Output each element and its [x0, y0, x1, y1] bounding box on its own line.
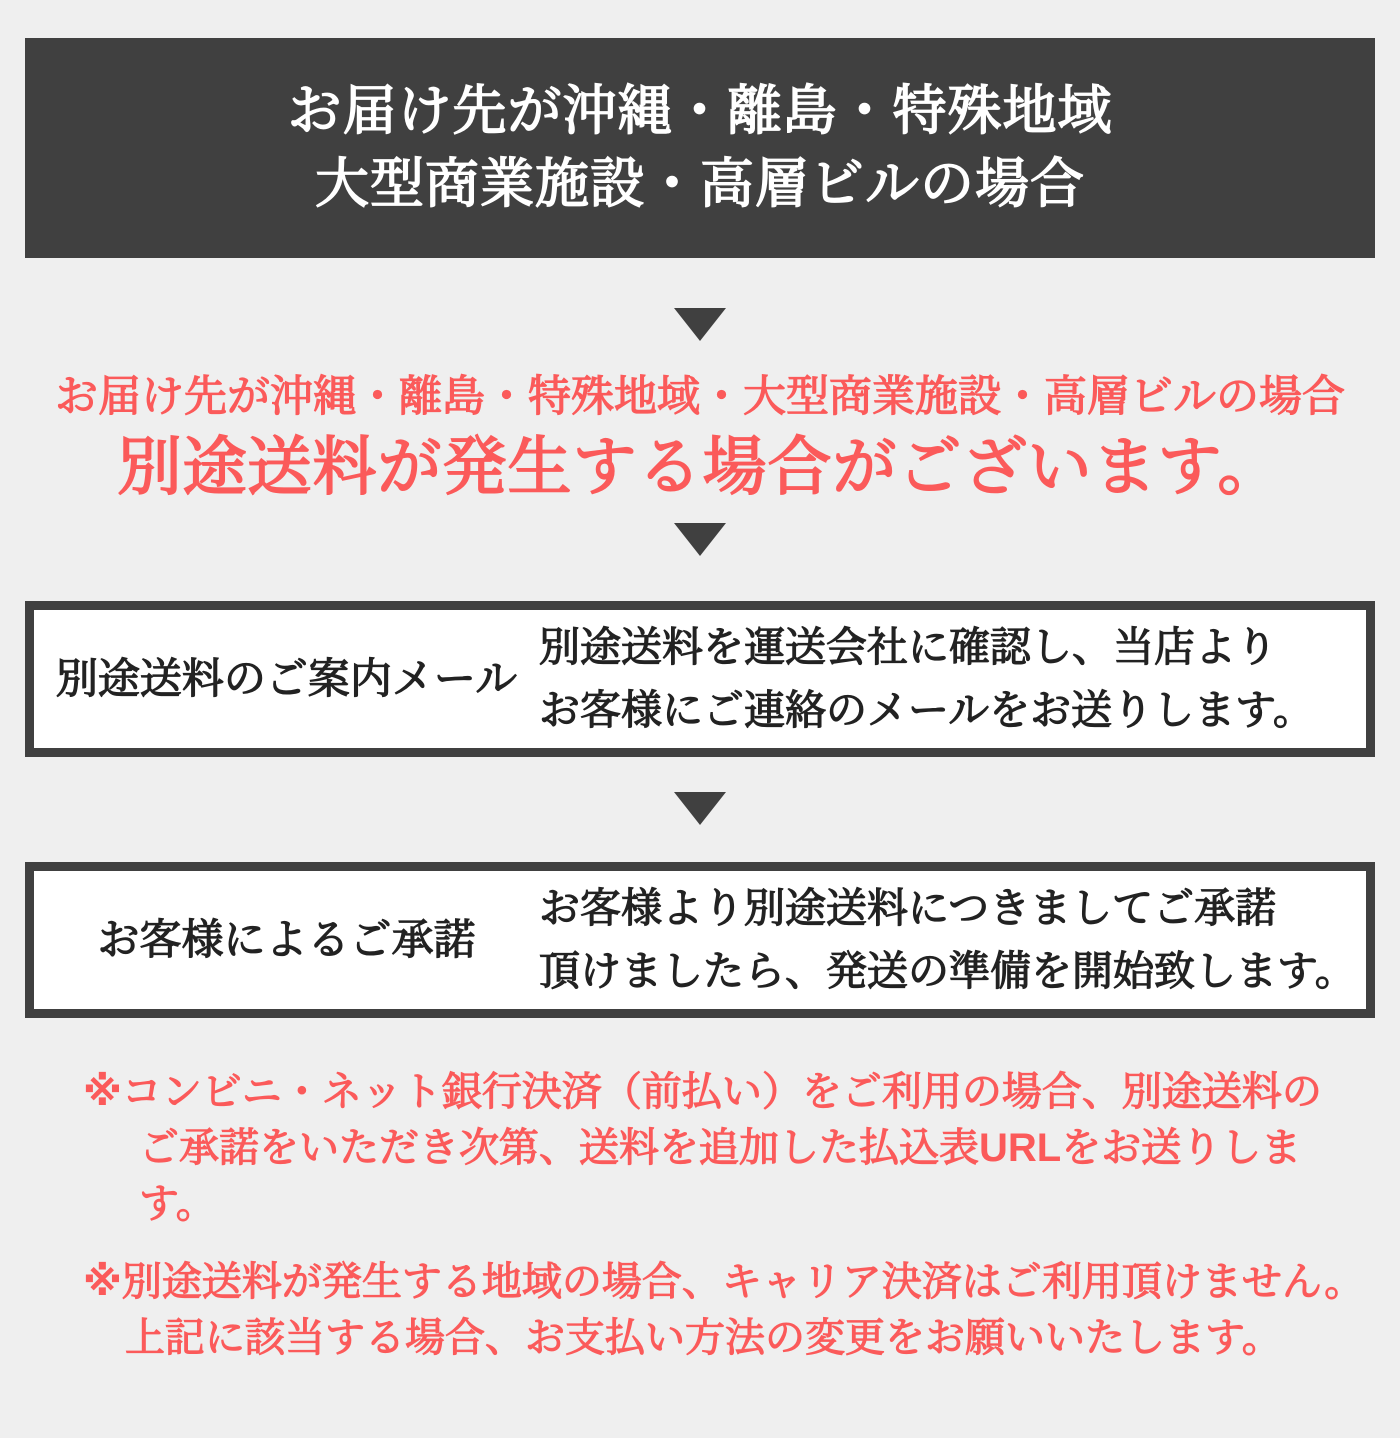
note-carrier-payment	[83, 1254, 1375, 1366]
highlight-line1: お届け先が沖縄・離島・特殊地域・大型商業施設・高層ビルの場合	[55, 373, 1345, 421]
step-description-line2: 頂けましたら、発送の準備を開始致します。	[539, 948, 1356, 994]
header-line1: お届け先が沖縄・離島・特殊地域	[287, 81, 1113, 141]
shipping-fee-notice-page	[25, 38, 1375, 1366]
step-box-shipping-mail	[25, 601, 1375, 757]
step-description-line1: 別途送料を運送会社に確認し、当店より	[539, 624, 1277, 670]
step-description	[539, 877, 1366, 1003]
step-description	[539, 616, 1366, 742]
step-box-customer-approval	[25, 862, 1375, 1018]
note-line2: ご承諾をいただき次第、送料を追加した払込表URLをお送りします。	[139, 1126, 1302, 1226]
down-arrow-icon	[674, 792, 726, 825]
note-line2: 上記に該当する場合、お支払い方法の変更をお願いいたします。	[125, 1316, 1282, 1360]
step-description-line2: お客様にご連絡のメールをお送りします。	[539, 687, 1314, 733]
step-description-line1: お客様より別途送料につきましてご承諾	[539, 885, 1277, 931]
note-prepaid-payment	[83, 1064, 1375, 1232]
header-line2: 大型商業施設・高層ビルの場合	[315, 154, 1085, 214]
step-label: お客様によるご承諾	[97, 916, 476, 963]
highlight-message	[25, 371, 1375, 507]
note-line1: ※コンビニ・ネット銀行決済（前払い）をご利用の場合、別途送料の	[83, 1070, 1322, 1114]
note-line1: ※別途送料が発生する地域の場合、キャリア決済はご利用頂けません。	[83, 1260, 1365, 1304]
highlight-line2: 別途送料が発生する場合がございます。	[117, 431, 1283, 503]
down-arrow-icon	[674, 308, 726, 341]
down-arrow-icon	[674, 523, 726, 556]
step-label: 別途送料のご案内メール	[55, 655, 518, 702]
header-banner	[25, 38, 1375, 258]
